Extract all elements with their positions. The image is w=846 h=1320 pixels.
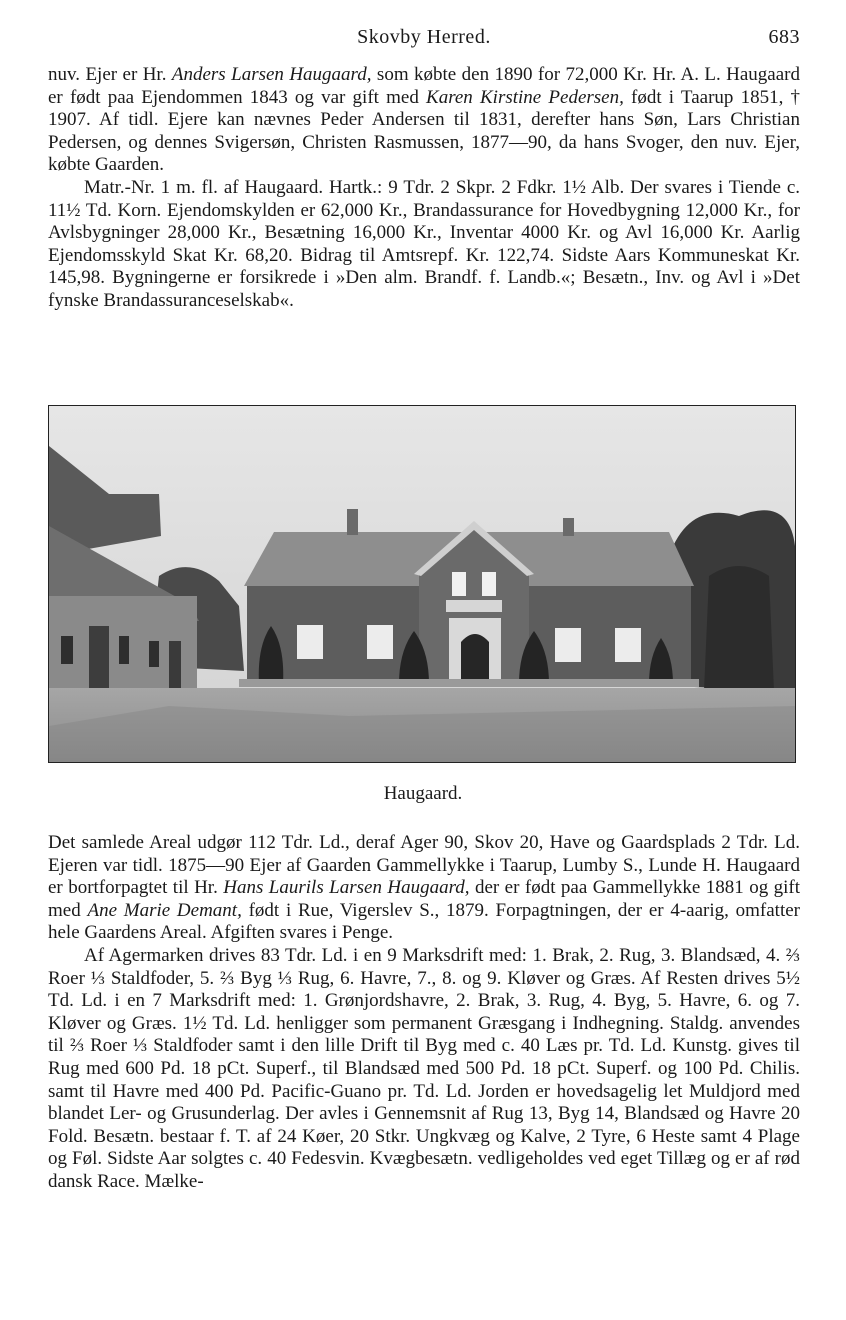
paragraph-area-lease: Det samlede Areal udgør 112 Tdr. Ld., deraf Ager 90, Skov 20, Have og Gaardsplads 2 Tdr. Ld. Ejeren var tidl. 1875—90 Ejer af Gaarden Gammellykke i Taarup, Lumby S., Lunde H. Haugaard er bortforpagtet til Hr. Hans Laurils Larsen Haugaard, der er født paa Gammellykke 1881 og gift med Ane Marie Demant, født i Rue, Vigerslev S., 1879. Forpagtningen, der er 4-aarig, omfatter hele Gaardens Areal. Afgiften svares i Penge. <box>48 832 801 944</box>
paragraph-property-valuation: Matr.-Nr. 1 m. fl. af Haugaard. Hartk.: 9 Tdr. 2 Skpr. 2 Fdkr. 1½ Alb. Der svares i Tiende c. 11½ Td. Korn. Ejendomskylden er 62,000 Kr., Brandassurance for Hovedbygning 12,000 Kr., for Avlsbygninger 28,000 Kr., Besætning 16,000 Kr., Inventar 4000 Kr. og Avl 16,000 Kr. Aarlig Ejendomsskyld Skat Kr. 68,20. Bidrag til Amtsrepf. Kr. 122,74. Sidste Aars Kommuneskat Kr. 145,98. Bygningerne er forsikrede i »Den alm. Brandf. f. Landb.«; Besætn., Inv. og Avl i »Det fynske Brandassuranceselskab«. <box>48 176 800 311</box>
paragraph-crop-rotation: Af Agermarken drives 83 Tdr. Ld. i en 9 Marksdrift med: 1. Brak, 2. Rug, 3. Blandsæd, 4. ⅔ Roer ⅓ Staldfoder, 5. ⅔ Byg ⅓ Rug, 6. Havre, 7., 8. og 9. Kløver og Græs. Af Resten drives 5½ Td. Ld. i en 7 Marksdrift med: 1. Grønjordshavre, 2. Brak, 3. Rug, 4. Byg, 5. Havre, 6. og 7. Kløver og Græs. 1½ Td. Ld. henligger som permanent Græsgang i Indhegning. Staldg. anvendes til ⅔ Roer ⅓ Staldfoder samt i den lille Drift til Byg med c. 40 Læs pr. Td. Ld. Kunstg. gives til Rug med 600 Pd. 18 pCt. Superf., til Blandsæd med 500 Pd. 18 pCt. Superf. og 100 Pd. Chilis. samt til Havre med 400 Pd. Pacific-Guano pr. Td. Ld. Jorden er hovedsagelig let Muldjord med blandet Ler- og Grusunderlag. Der avles i Gennemsnit af Rug 13, Byg 14, Blandsæd og Havre 20 Fold. Besætn. bestaar f. T. af 24 Køer, 20 Stkr. Ungkvæg og Kalve, 2 Tyre, 6 Heste samt 4 Plage og Føl. Sidste Aar solgtes c. 40 Fedesvin. Kvægbesætn. vedligeholdes ved eget Tillæg og er af rød dansk Race. Mælke- <box>48 944 800 1192</box>
person-name: Anders Larsen Haugaard, <box>171 64 372 85</box>
running-header <box>48 26 800 60</box>
person-name: Ane Marie Demant, <box>87 899 242 921</box>
person-name: Karen Kirstine Pedersen, <box>426 86 624 108</box>
text-block-bottom <box>48 832 800 1194</box>
farmhouse-photo <box>48 405 796 763</box>
photo-caption: Haugaard. <box>383 783 463 804</box>
person-name: Hans Laurils Larsen Haugaard, <box>223 877 470 899</box>
running-title: Skovby Herred. <box>357 26 491 48</box>
text-block-top <box>48 64 800 313</box>
page-number: 683 <box>768 26 800 48</box>
paragraph-owner-history: nuv. Ejer er Hr. Anders Larsen Haugaard, som købte den 1890 for 72,000 Kr. Hr. A. L. Haugaard er født paa Ejendommen 1843 og var gift med Karen Kirstine Pedersen, født i Taarup 1851, † 1907. Af tidl. Ejere kan nævnes Peder Andersen til 1831, derefter hans Søn, Lars Christian Pedersen, og dennes Svigersøn, Christen Rasmussen, 1877—90, da hans Svoger, den nuv. Ejer, købte Gaarden. <box>48 64 801 176</box>
